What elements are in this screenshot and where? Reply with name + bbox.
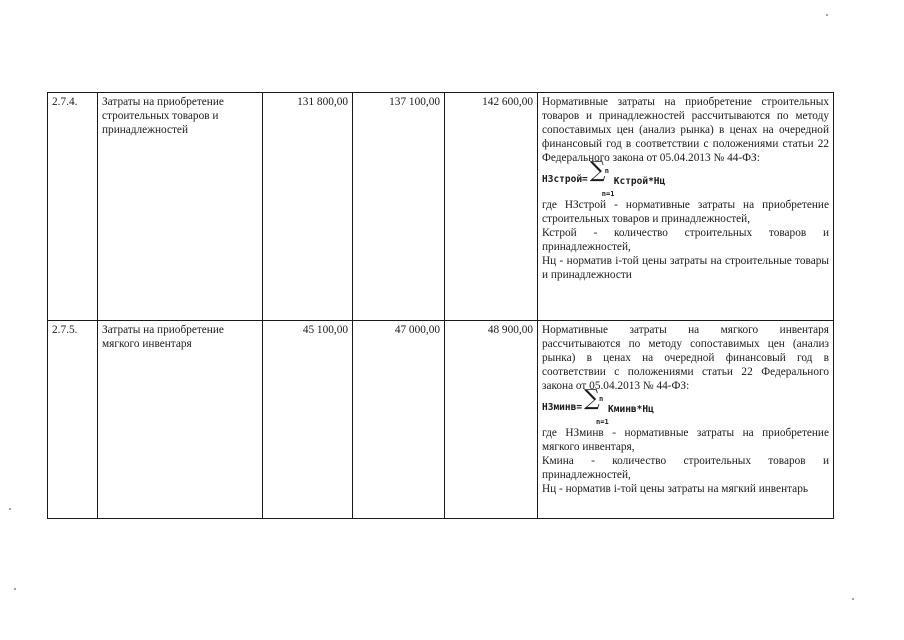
sum-lower-limit: n=1 xyxy=(601,190,615,198)
definition-line: где НЗминв - нормативные затраты на приобретение мягкого инвентаря, xyxy=(542,427,829,453)
cost-item-name: Затраты на приобретение строительных товаров и принадлежностей xyxy=(98,93,263,321)
sum-symbol xyxy=(582,386,609,426)
row-number: 2.7.5. xyxy=(48,321,98,519)
calculation-description xyxy=(538,93,834,321)
definition-line: Кмина - количество строительных товаров и принадлежностей, xyxy=(542,455,829,481)
formula-lhs: НЗминв= xyxy=(542,402,583,413)
sigma-icon: ∑ xyxy=(589,158,606,183)
definition-line: Нц - норматив i-той цены затраты на мягкий инвентарь xyxy=(542,483,809,495)
sum-upper-limit: n xyxy=(599,395,604,403)
row-number: 2.7.4. xyxy=(48,93,98,321)
formula xyxy=(542,158,829,198)
formula xyxy=(542,386,829,426)
scan-speck xyxy=(852,598,854,600)
sum-upper-limit: n xyxy=(604,167,609,175)
amount-year-1: 45 100,00 xyxy=(263,321,353,519)
formula-lhs: НЗстрой= xyxy=(542,174,588,185)
calculation-description xyxy=(538,321,834,519)
amount-year-2: 47 000,00 xyxy=(353,321,445,519)
cost-item-name: Затраты на приобретение мягкого инвентаря xyxy=(98,321,263,519)
sigma-icon: ∑ xyxy=(584,386,600,411)
definition-line: Нц - норматив i-той цены затраты на строительные товары и принадлежности xyxy=(542,255,829,281)
amount-year-2: 137 100,00 xyxy=(353,93,445,321)
cost-table xyxy=(47,92,834,519)
amount-year-1: 131 800,00 xyxy=(263,93,353,321)
sum-symbol xyxy=(588,158,615,198)
description-intro: Нормативные затраты на мягкого инвентаря рассчитываются по методу сопоставимых цен (анализ рынка) в ценах на очередной финансовый год в соответствии с положениями статьи 22 Федерального закона от 05.04.2013 № 44-ФЗ: xyxy=(542,324,829,392)
definition-line: где НЗстрой - нормативные затраты на приобретение строительных товаров и принадлежностей, xyxy=(542,199,829,225)
amount-year-3: 142 600,00 xyxy=(445,93,538,321)
table-row xyxy=(48,321,834,519)
formula-rhs: Кминв*Нц xyxy=(608,404,654,415)
scan-speck xyxy=(9,508,11,510)
scan-speck xyxy=(14,588,16,590)
definition-line: Кстрой - количество строительных товаров и принадлежностей, xyxy=(542,227,829,253)
sum-lower-limit: n=1 xyxy=(596,418,609,426)
amount-year-3: 48 900,00 xyxy=(445,321,538,519)
description-intro: Нормативные затраты на приобретение строительных товаров и принадлежностей рассчитываются по методу сопоставимых цен (анализ рынка) в ценах на очередной финансовый год в соответствии с положениями статьи 22 Федерального закона от 05.04.2013 № 44-ФЗ: xyxy=(542,96,829,164)
table-row xyxy=(48,93,834,321)
scan-speck xyxy=(826,14,828,16)
formula-rhs: Кстрой*Нц xyxy=(613,176,666,187)
